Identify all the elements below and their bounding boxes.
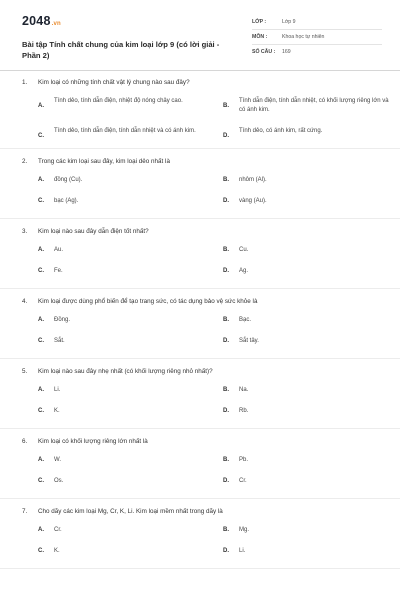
option-text: Cr. (54, 527, 62, 533)
question-text (22, 297, 382, 306)
option-letter: D. (223, 548, 229, 554)
question-divider (0, 358, 400, 359)
option-letter: A. (38, 177, 44, 183)
option-text: bạc (Ag). (54, 198, 79, 204)
option-text: Tính dẻo, tính dẫn điện, nhiệt độ nóng chảy cao. (54, 98, 183, 104)
option-letter: A. (38, 247, 44, 253)
answer-option[interactable] (223, 526, 396, 535)
meta-key: MÔN : (252, 34, 268, 40)
answer-options (22, 246, 382, 288)
option-letter: C. (38, 132, 44, 139)
option-text: Tính dẻo, có ánh kim, rất cứng. (239, 128, 323, 134)
question-prompt: Cho dãy các kim loại Mg, Cr, K, Li. Kim loại mềm nhất trong dãy là (38, 508, 223, 515)
question-number: 1. (22, 79, 28, 86)
question-number: 2. (22, 158, 28, 165)
meta-value: Khoa học tự nhiên (282, 34, 325, 40)
meta-table (252, 15, 382, 59)
option-text: K. (54, 548, 60, 554)
option-letter: D. (223, 338, 229, 344)
answer-option[interactable] (38, 176, 211, 185)
option-letter: C. (38, 338, 44, 344)
answer-option[interactable] (38, 407, 211, 416)
meta-value: 169 (282, 49, 291, 55)
option-letter: D. (223, 132, 229, 139)
question-prompt: Trong các kim loại sau đây, kim loại dẻo nhất là (38, 158, 170, 165)
answer-option[interactable] (223, 246, 396, 255)
option-letter: A. (38, 317, 44, 323)
answer-options (22, 316, 382, 358)
option-letter: C. (38, 198, 44, 204)
header-divider (0, 70, 400, 71)
option-letter: C. (38, 548, 44, 554)
answer-option[interactable] (223, 316, 396, 325)
answer-option[interactable] (223, 547, 396, 556)
question-text (22, 227, 382, 236)
question-prompt: Kim loại nào sau đây dẫn điện tốt nhất? (38, 228, 149, 235)
answer-options (22, 97, 389, 148)
option-text: Cr. (239, 478, 247, 484)
answer-option[interactable] (38, 127, 211, 139)
option-text: vàng (Au). (239, 198, 267, 204)
question-prompt: Kim loại có những tính chất vật lý chung nào sau đây? (38, 79, 190, 86)
question-number: 4. (22, 298, 28, 305)
answer-option[interactable] (38, 337, 211, 346)
option-letter: C. (38, 478, 44, 484)
option-text: W. (54, 457, 61, 463)
meta-value: Lớp 9 (282, 19, 296, 25)
option-letter: D. (223, 478, 229, 484)
option-text: Pb. (239, 457, 249, 463)
logo-main-text: 2048 (22, 14, 51, 28)
option-text: đồng (Cu). (54, 177, 83, 183)
option-text: Cu. (239, 247, 249, 253)
option-text: Li. (54, 387, 61, 393)
question-text (22, 157, 382, 166)
option-text: Đồng. (54, 317, 71, 323)
answer-option[interactable] (38, 197, 211, 206)
option-letter: B. (223, 457, 229, 463)
option-text: Na. (239, 387, 249, 393)
option-text: Au. (54, 247, 64, 253)
option-text: Sắt. (54, 338, 65, 344)
option-letter: B. (223, 317, 229, 323)
question-text (22, 78, 382, 87)
answer-options (22, 176, 382, 218)
question-divider (0, 498, 400, 499)
option-letter: C. (38, 268, 44, 274)
answer-option[interactable] (223, 127, 396, 139)
question-item (22, 507, 382, 568)
answer-option[interactable] (38, 547, 211, 556)
question-list (22, 78, 389, 577)
option-letter: B. (223, 247, 229, 253)
answer-option[interactable] (223, 386, 396, 395)
answer-options (22, 456, 382, 498)
option-letter: A. (38, 457, 44, 463)
question-number: 5. (22, 368, 28, 375)
option-text: Tính dẫn điện, tính dẫn nhiệt, có khối lượng riêng lớn và có ánh kim. (239, 98, 389, 113)
question-number: 6. (22, 438, 28, 445)
option-letter: D. (223, 268, 229, 274)
question-number: 3. (22, 228, 28, 235)
option-text: Bạc. (239, 317, 252, 323)
meta-key: LỚP : (252, 19, 267, 25)
answer-option[interactable] (38, 246, 211, 255)
answer-option[interactable] (223, 176, 396, 185)
option-text: K. (54, 408, 60, 414)
question-item (22, 437, 382, 498)
option-text: Sắt tây. (239, 338, 259, 344)
option-text: Mg. (239, 527, 250, 533)
meta-row-count (252, 45, 382, 59)
question-divider (0, 428, 400, 429)
page-title: Bài tập Tính chất chung của kim loại lớp 9 (có lời giải - Phần 2) (22, 40, 220, 60)
question-text (22, 437, 382, 446)
answer-option[interactable] (223, 267, 396, 276)
option-text: Ag. (239, 268, 249, 274)
question-item (22, 227, 382, 288)
option-letter: B. (223, 387, 229, 393)
site-logo[interactable] (22, 14, 61, 28)
answer-option[interactable] (223, 456, 396, 465)
option-letter: B. (223, 177, 229, 183)
option-text: Fe. (54, 268, 63, 274)
option-letter: B. (223, 527, 229, 533)
option-letter: D. (223, 408, 229, 414)
question-text (22, 507, 382, 516)
question-item (22, 157, 382, 218)
option-text: Os. (54, 478, 64, 484)
header (22, 12, 382, 74)
answer-option[interactable] (38, 456, 211, 465)
question-divider (0, 288, 400, 289)
option-letter: A. (38, 527, 44, 533)
answer-option[interactable] (38, 477, 211, 486)
option-text: Tính dẻo, tính dẫn điện, tính dẫn nhiệt và có ánh kim. (54, 128, 196, 134)
option-letter: D. (223, 198, 229, 204)
option-letter: C. (38, 408, 44, 414)
meta-row-subject (252, 30, 382, 45)
answer-option[interactable] (38, 316, 211, 325)
question-divider (0, 218, 400, 219)
question-item (22, 78, 389, 148)
question-item (22, 367, 382, 428)
option-text: Li. (239, 548, 246, 554)
question-divider (0, 148, 400, 149)
answer-option[interactable] (38, 267, 211, 276)
answer-option[interactable] (38, 526, 211, 535)
question-item (22, 297, 382, 358)
question-text (22, 367, 382, 376)
meta-key: SỐ CÂU : (252, 49, 276, 55)
question-prompt: Kim loại được dùng phổ biến để tạo trang sức, có tác dụng bảo vệ sức khỏe là (38, 298, 258, 305)
answer-options (22, 526, 382, 568)
answer-option[interactable] (223, 197, 396, 206)
meta-row-class (252, 15, 382, 30)
question-divider (0, 568, 400, 569)
option-text: nhôm (Al). (239, 177, 267, 183)
question-number: 7. (22, 508, 28, 515)
answer-option[interactable] (223, 407, 396, 416)
answer-option[interactable] (223, 97, 396, 115)
option-letter: B. (223, 102, 229, 109)
option-letter: A. (38, 102, 44, 109)
answer-option[interactable] (223, 477, 396, 486)
option-letter: A. (38, 387, 44, 393)
answer-option[interactable] (223, 337, 396, 346)
question-prompt: Kim loại nào sau đây nhẹ nhất (có khối lượng riêng nhỏ nhất)? (38, 368, 213, 375)
option-text: Rb. (239, 408, 249, 414)
answer-options (22, 386, 382, 428)
answer-option[interactable] (38, 386, 211, 395)
answer-option[interactable] (38, 97, 211, 115)
logo-suffix-text: .vn (51, 21, 61, 27)
question-prompt: Kim loại có khối lượng riêng lớn nhất là (38, 438, 148, 445)
